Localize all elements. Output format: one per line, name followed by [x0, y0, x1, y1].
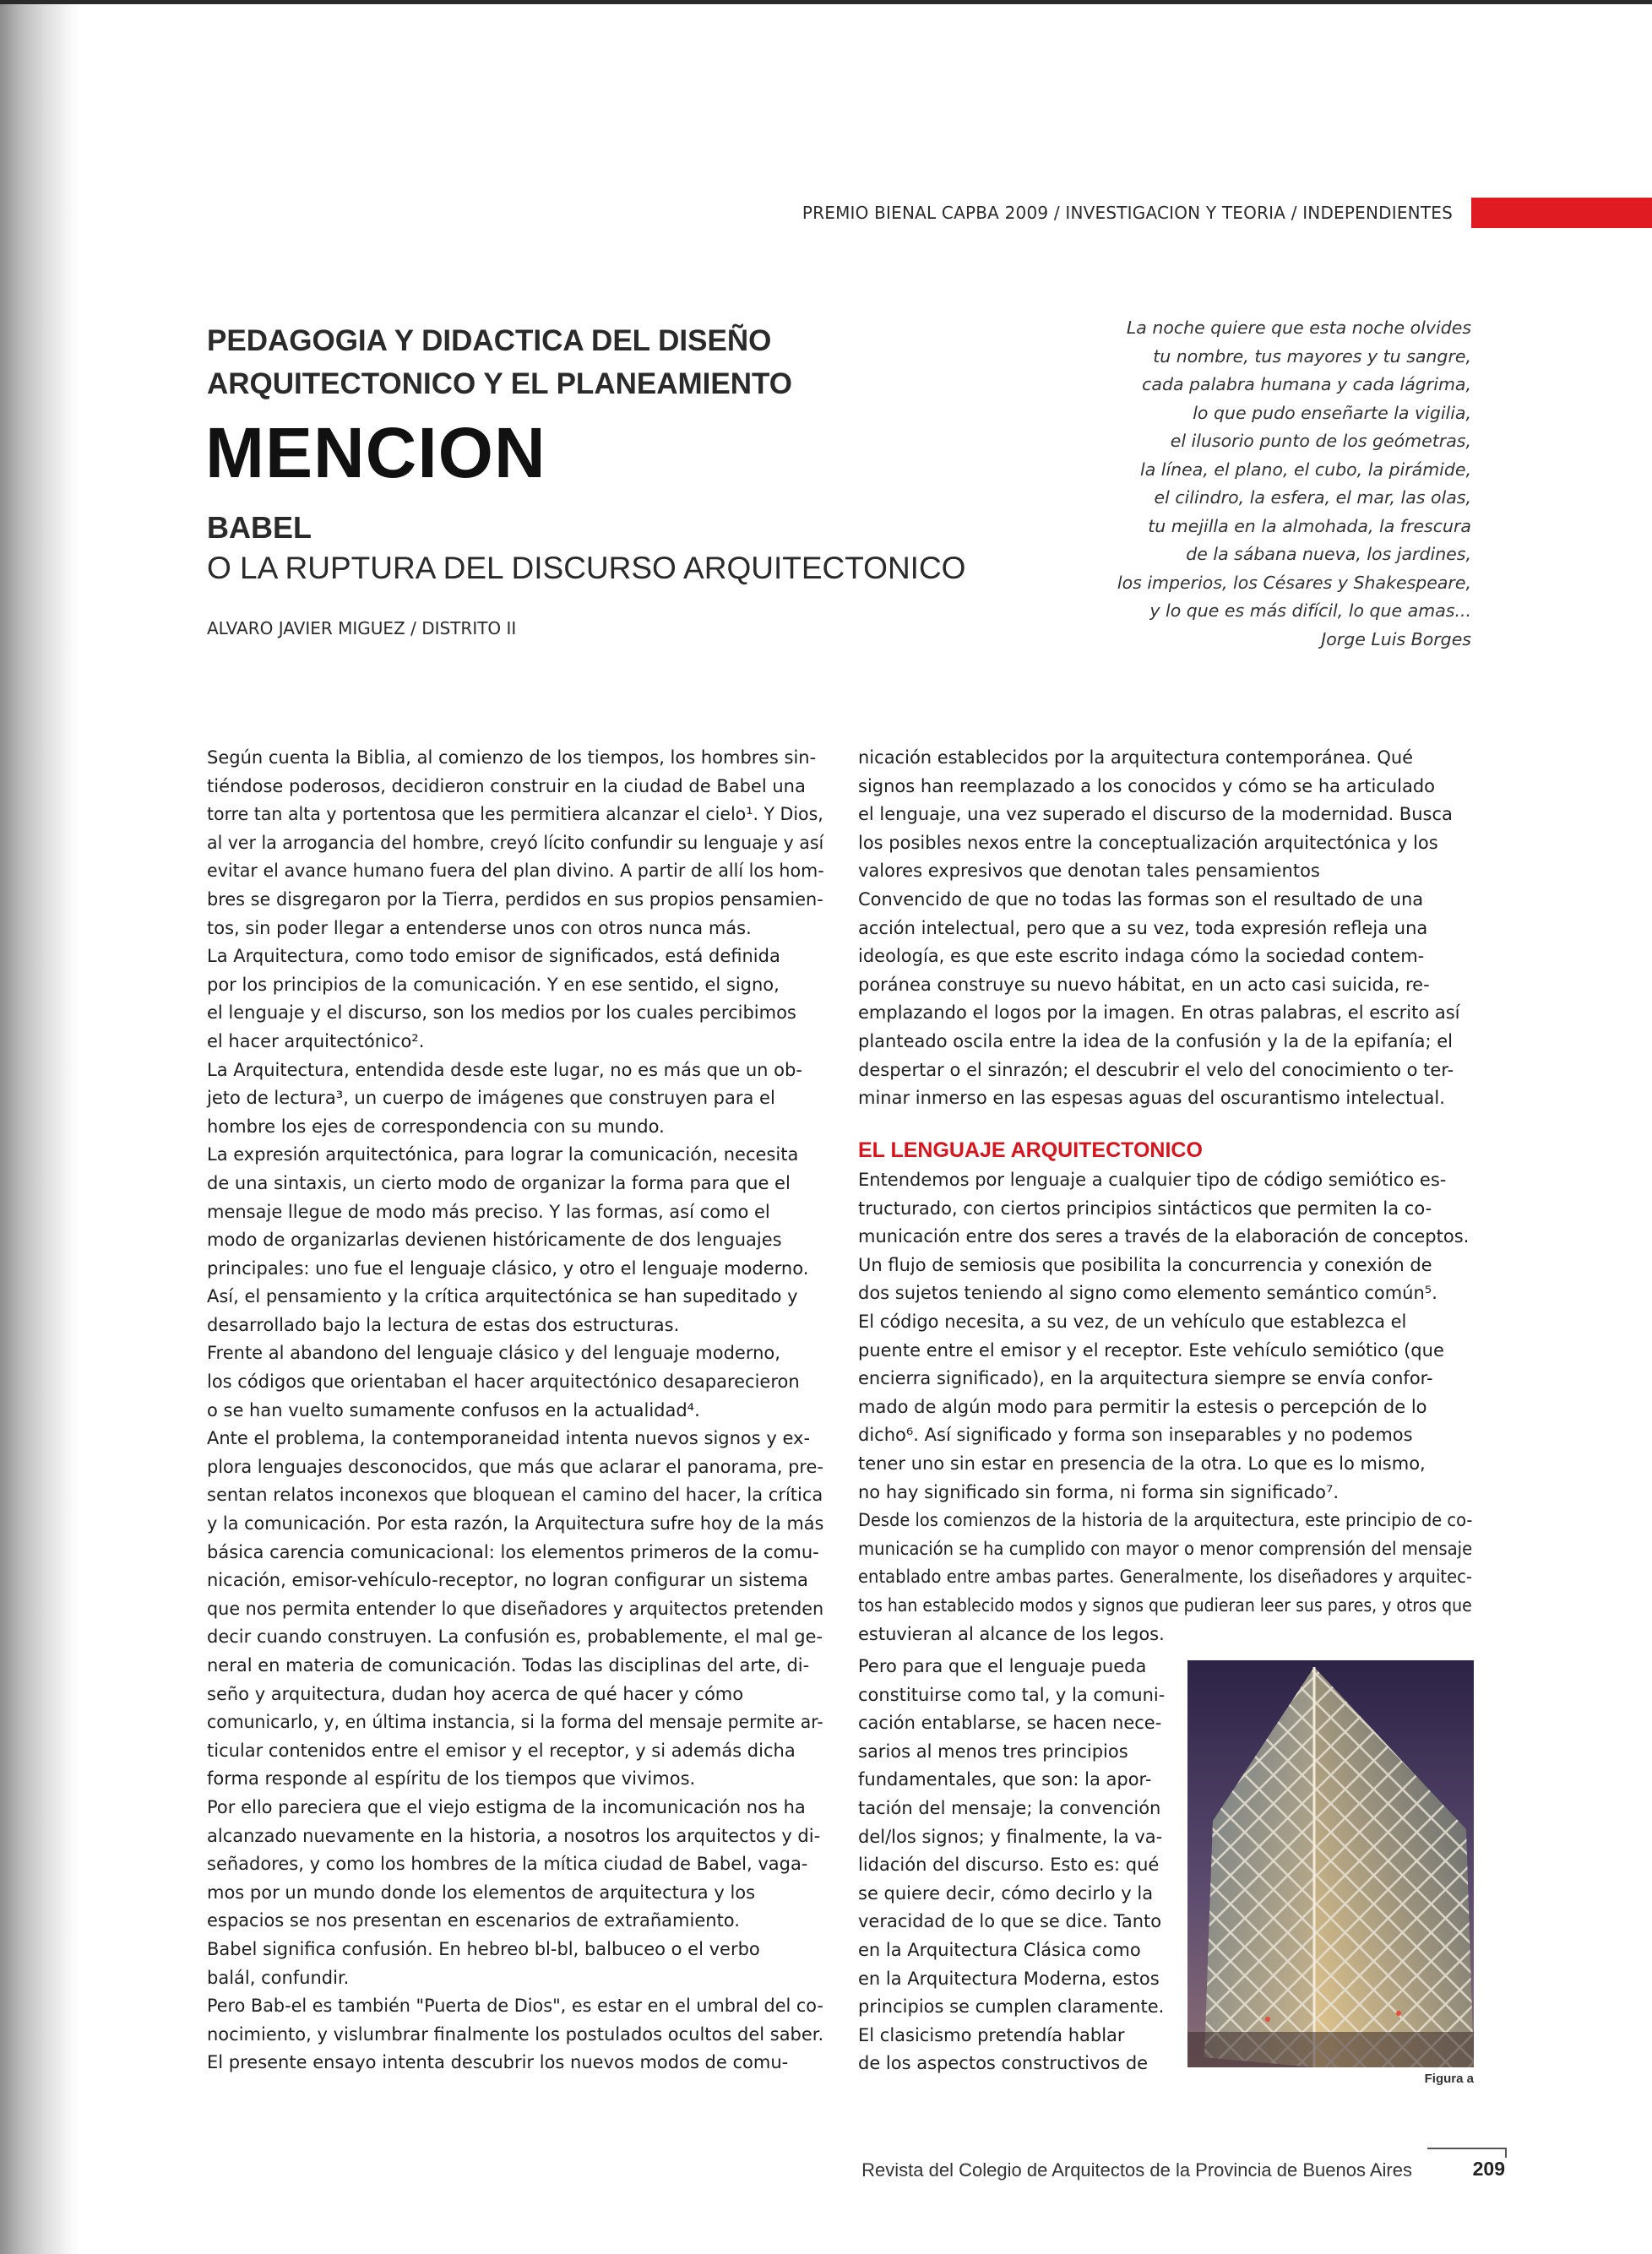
epigraph-line: los imperios, los Césares y Shakespeare,: [1117, 572, 1471, 593]
body-text-line: Babel significa confusión. En hebreo bl-bl, balbuceo o el verbo: [207, 1938, 760, 1959]
body-text-line: por los principios de la comunicación. Y en ese sentido, el signo,: [207, 974, 780, 995]
epigraph-attribution: Jorge Luis Borges: [1321, 628, 1471, 649]
running-head: PREMIO BIENAL CAPBA 2009 / INVESTIGACION Y TEORIA / INDEPENDIENTES: [802, 203, 1453, 223]
section-color-bar: [1471, 198, 1652, 228]
body-text-line: acción intelectual, pero que a su vez, toda expresión refleja una: [858, 917, 1428, 938]
body-text-line: de los aspectos constructivos de: [858, 2053, 1149, 2074]
body-text-line: poránea construye su nuevo hábitat, en un acto casi suicida, re-: [858, 974, 1430, 995]
body-text-line: sarios al menos tres principios: [858, 1741, 1128, 1762]
body-text-line: ticular contenidos entre el emisor y el receptor, y si además dicha: [207, 1740, 796, 1761]
body-text-line: y la comunicación. Por esta razón, la Arquitectura sufre hoy de la más: [207, 1513, 824, 1534]
body-text-line: comunicarlo, y, en última instancia, si la forma del mensaje permite ar-: [207, 1712, 823, 1733]
epigraph-line: tu nombre, tus mayores y tu sangre,: [1153, 345, 1471, 367]
body-text-line: Entendemos por lenguaje a cualquier tipo de código semiótico es-: [858, 1170, 1447, 1190]
body-text-line: mos por un mundo donde los elementos de arquitectura y los: [207, 1882, 756, 1903]
body-text-line: al ver la arrogancia del hombre, creyó lícito confundir su lenguaje y así: [207, 832, 824, 853]
body-text-line: El código necesita, a su vez, de un vehículo que establezca el: [858, 1311, 1407, 1332]
body-text-line: municación se ha cumplido con mayor o menor comprensión del mensaje: [858, 1538, 1473, 1559]
body-text-line: no hay significado sin forma, ni forma sin significado⁷.: [858, 1481, 1340, 1502]
body-text-line: La Arquitectura, entendida desde este lugar, no es más que un ob-: [207, 1059, 802, 1080]
body-text-line: mado de algún modo para permitir la estesis o percepción de lo: [858, 1396, 1427, 1417]
body-text-line: tiéndose poderosos, decidieron construir en la ciudad de Babel una: [207, 775, 806, 796]
category-title-line-2: ARQUITECTONICO Y EL PLANEAMIENTO: [207, 367, 792, 400]
award-title: MENCION: [205, 413, 546, 492]
body-text-line: minar inmerso en las espesas aguas del oscurantismo intelectual.: [858, 1088, 1445, 1109]
section-heading: EL LENGUAJE ARQUITECTONICO: [858, 1138, 1203, 1162]
article-title: BABEL: [207, 510, 312, 545]
body-text-line: municación entre dos seres a través de la elaboración de conceptos.: [858, 1226, 1470, 1247]
body-text-line: Pero para que el lenguaje pueda: [858, 1656, 1147, 1676]
body-text-line: el hacer arquitectónico².: [207, 1030, 425, 1051]
body-text-line: Un flujo de semiosis que posibilita la concurrencia y conexión de: [858, 1254, 1432, 1275]
body-text-line: espacios se nos presentan en escenarios de extrañamiento.: [207, 1910, 740, 1931]
body-text-line: veracidad de lo que se dice. Tanto: [858, 1911, 1162, 1932]
body-text-line: tación del mensaje; la convención: [858, 1797, 1161, 1818]
body-text-line: decir cuando construyen. La confusión es, probablemente, el mal ge-: [207, 1627, 823, 1648]
body-text-line: los códigos que orientaban el hacer arquitectónico desaparecieron: [207, 1371, 800, 1393]
body-text-line: o se han vuelto sumamente confusos en la actualidad⁴.: [207, 1399, 700, 1420]
body-text-line: dicho⁶. Así significado y forma son inseparables y no podemos: [858, 1425, 1413, 1446]
body-column-right-top: [858, 744, 1472, 1113]
body-text-line: tos, sin poder llegar a entenderse unos con otros nunca más.: [207, 917, 752, 938]
body-text-line: principales: uno fue el lenguaje clásico, y otro el lenguaje moderno.: [207, 1257, 809, 1279]
body-text-line: signos han reemplazado a los conocidos y cómo se ha articulado: [858, 775, 1436, 796]
footer-rule-tick: [1505, 2148, 1507, 2158]
epigraph-line: tu mejilla en la almohada, la frescura: [1148, 515, 1471, 536]
body-text-line: constituirse como tal, y la comuni-: [858, 1684, 1166, 1705]
body-text-line: sentan relatos inconexos que bloquean el camino del hacer, la crítica: [207, 1485, 823, 1506]
body-text-line: entablado entre ambas partes. Generalmente, los diseñadores y arquitec-: [858, 1567, 1472, 1588]
body-text-line: modo de organizarlas devienen históricamente de dos lenguajes: [207, 1230, 782, 1251]
body-text-line: planteado oscila entre la idea de la confusión y la de la epifanía; el: [858, 1030, 1453, 1051]
article-subtitle: O LA RUPTURA DEL DISCURSO ARQUITECTONICO: [207, 551, 966, 585]
body-text-line: en la Arquitectura Clásica como: [858, 1939, 1141, 1960]
body-text-line: principios se cumplen claramente.: [858, 1996, 1165, 2018]
body-text-line: que nos permita entender lo que diseñadores y arquitectos pretenden: [207, 1598, 824, 1619]
body-text-line: Desde los comienzos de la historia de la arquitectura, este principio de co-: [858, 1510, 1473, 1531]
body-text-line: de una sintaxis, un cierto modo de organizar la forma para que el: [207, 1172, 791, 1193]
body-text-line: tos han establecido modos y signos que pudieran leer sus pares, y otros que: [858, 1594, 1472, 1616]
body-text-line: alcanzado nuevamente en la historia, a nosotros los arquitectos y di-: [207, 1825, 821, 1846]
body-text-line: básica carencia comunicacional: los elementos primeros de la comu-: [207, 1541, 819, 1562]
body-text-line: encierra significado), en la arquitectura siempre se envía confor-: [858, 1368, 1433, 1389]
body-text-line: balál, confundir.: [207, 1967, 350, 1988]
body-text-line: señadores, y como los hombres de la mítica ciudad de Babel, vaga-: [207, 1854, 808, 1875]
body-text-line: Convencido de que no todas las formas son el resultado de una: [858, 888, 1424, 910]
body-text-line: Pero Bab-el es también "Puerta de Dios", es estar en el umbral del co-: [207, 1996, 823, 2017]
glass-building-photo: [1187, 1660, 1474, 2067]
body-text-line: fundamentales, que son: la apor-: [858, 1769, 1152, 1790]
category-title-line-1: PEDAGOGIA Y DIDACTICA DEL DISEÑO: [207, 324, 772, 357]
epigraph-line: la línea, el plano, el cubo, la pirámide,: [1140, 459, 1471, 480]
epigraph-line: y lo que es más difícil, lo que amas...: [1149, 600, 1471, 621]
body-text-line: puente entre el emisor y el receptor. Este vehículo semiótico (que: [858, 1339, 1444, 1361]
category-title: [207, 319, 899, 405]
body-text-line: hombre los ejes de correspondencia con su mundo.: [207, 1116, 665, 1137]
body-text-line: nicación establecidos por la arquitectura contemporánea. Qué: [858, 747, 1414, 768]
body-text-line: Ante el problema, la contemporaneidad intenta nuevos signos y ex-: [207, 1428, 811, 1449]
body-text-line: forma responde al espíritu de los tiempos que vivimos.: [207, 1768, 696, 1790]
body-column-right-mid: [858, 1166, 1472, 1648]
page-number: 209: [1472, 2158, 1505, 2180]
epigraph-line: el cilindro, la esfera, el mar, las olas,: [1154, 487, 1471, 508]
body-text-line: los posibles nexos entre la conceptualización arquitectónica y los: [858, 832, 1438, 853]
body-text-line: bres se disgregaron por la Tierra, perdidos en sus propios pensamien-: [207, 888, 823, 910]
body-column-right-narrow: [858, 1653, 1181, 2078]
body-text-line: mensaje llegue de modo más preciso. Y las formas, así como el: [207, 1201, 770, 1222]
body-text-line: emplazando el logos por la imagen. En otras palabras, el escrito así: [858, 1002, 1460, 1024]
body-text-line: nocimiento, y vislumbrar finalmente los postulados ocultos del saber.: [207, 2023, 824, 2045]
body-text-line: La expresión arquitectónica, para lograr la comunicación, necesita: [207, 1144, 799, 1165]
epigraph-line: cada palabra humana y cada lágrima,: [1142, 374, 1471, 394]
body-text-line: ideología, es que este escrito indaga cómo la sociedad contem-: [858, 946, 1425, 967]
page-spine-shadow: [0, 0, 80, 2254]
body-text-line: Según cuenta la Biblia, al comienzo de los tiempos, los hombres sin-: [207, 747, 817, 768]
body-text-line: tener uno sin estar en presencia de la otra. Lo que es lo mismo,: [858, 1453, 1426, 1474]
body-text-line: La Arquitectura, como todo emisor de significados, está definida: [207, 946, 780, 967]
body-text-line: tructurado, con ciertos principios sintácticos que permiten la co-: [858, 1198, 1432, 1219]
body-text-line: El presente ensayo intenta descubrir los nuevos modos de comu-: [207, 2052, 789, 2073]
body-text-line: dos sujetos teniendo al signo como elemento semántico común⁵.: [858, 1283, 1437, 1304]
body-column-left: [207, 744, 823, 2077]
body-text-line: despertar o el sinrazón; el descubrir el velo del conocimiento o ter-: [858, 1059, 1454, 1080]
body-text-line: en la Arquitectura Moderna, estos: [858, 1968, 1160, 1989]
body-text-line: Por ello pareciera que el viejo estigma de la incomunicación nos ha: [207, 1796, 806, 1817]
body-text-line: Frente al abandono del lenguaje clásico y del lenguaje moderno,: [207, 1343, 780, 1364]
body-text-line: torre tan alta y portentosa que les permitiera alcanzar el cielo¹. Y Dios,: [207, 804, 823, 825]
body-text-line: cación entablarse, se hacen nece-: [858, 1713, 1162, 1734]
article-author: ALVARO JAVIER MIGUEZ / DISTRITO II: [207, 618, 517, 638]
epigraph-line: el ilusorio punto de los geómetras,: [1170, 431, 1471, 451]
epigraph: [1013, 314, 1471, 654]
body-text-line: el lenguaje y el discurso, son los medios por los cuales percibimos: [207, 1002, 796, 1024]
epigraph-line: La noche quiere que esta noche olvides: [1126, 318, 1471, 338]
journal-name: Revista del Colegio de Arquitectos de la Provincia de Buenos Aires: [861, 2159, 1412, 2181]
footer-rule: [1427, 2148, 1507, 2149]
body-text-line: El clasicismo pretendía hablar: [858, 2024, 1125, 2045]
body-text-line: desarrollado bajo la lectura de estas dos estructuras.: [207, 1314, 680, 1335]
epigraph-line: lo que pudo enseñarte la vigilia,: [1193, 402, 1471, 423]
body-text-line: plora lenguajes desconocidos, que más que aclarar el panorama, pre-: [207, 1456, 823, 1477]
body-text-line: el lenguaje, una vez superado el discurso de la modernidad. Busca: [858, 804, 1453, 825]
body-text-line: estuvieran al alcance de los legos.: [858, 1623, 1165, 1644]
body-text-line: evitar el avance humano fuera del plan divino. A partir de allí los hom-: [207, 861, 824, 882]
epigraph-line: de la sábana nueva, los jardines,: [1186, 544, 1471, 564]
body-text-line: del/los signos; y finalmente, la va-: [858, 1826, 1163, 1847]
figure-image: [1187, 1660, 1474, 2067]
body-text-line: neral en materia de comunicación. Todas las disciplinas del arte, di-: [207, 1655, 810, 1676]
body-text-line: valores expresivos que denotan tales pensamientos: [858, 861, 1320, 882]
body-text-line: se quiere decir, cómo decirlo y la: [858, 1882, 1154, 1904]
body-text-line: nicación, emisor-vehículo-receptor, no logran configurar un sistema: [207, 1570, 808, 1591]
body-text-line: seño y arquitectura, dudan hoy acerca de qué hacer y cómo: [207, 1683, 744, 1704]
body-text-line: jeto de lectura³, un cuerpo de imágenes que construyen para el: [207, 1088, 775, 1109]
body-text-line: lidación del discurso. Esto es: qué: [858, 1855, 1160, 1876]
figure-caption: Figura a: [1424, 2072, 1474, 2086]
body-text-line: Así, el pensamiento y la crítica arquitectónica se han supeditado y: [207, 1286, 798, 1307]
top-edge-line: [0, 0, 1652, 4]
